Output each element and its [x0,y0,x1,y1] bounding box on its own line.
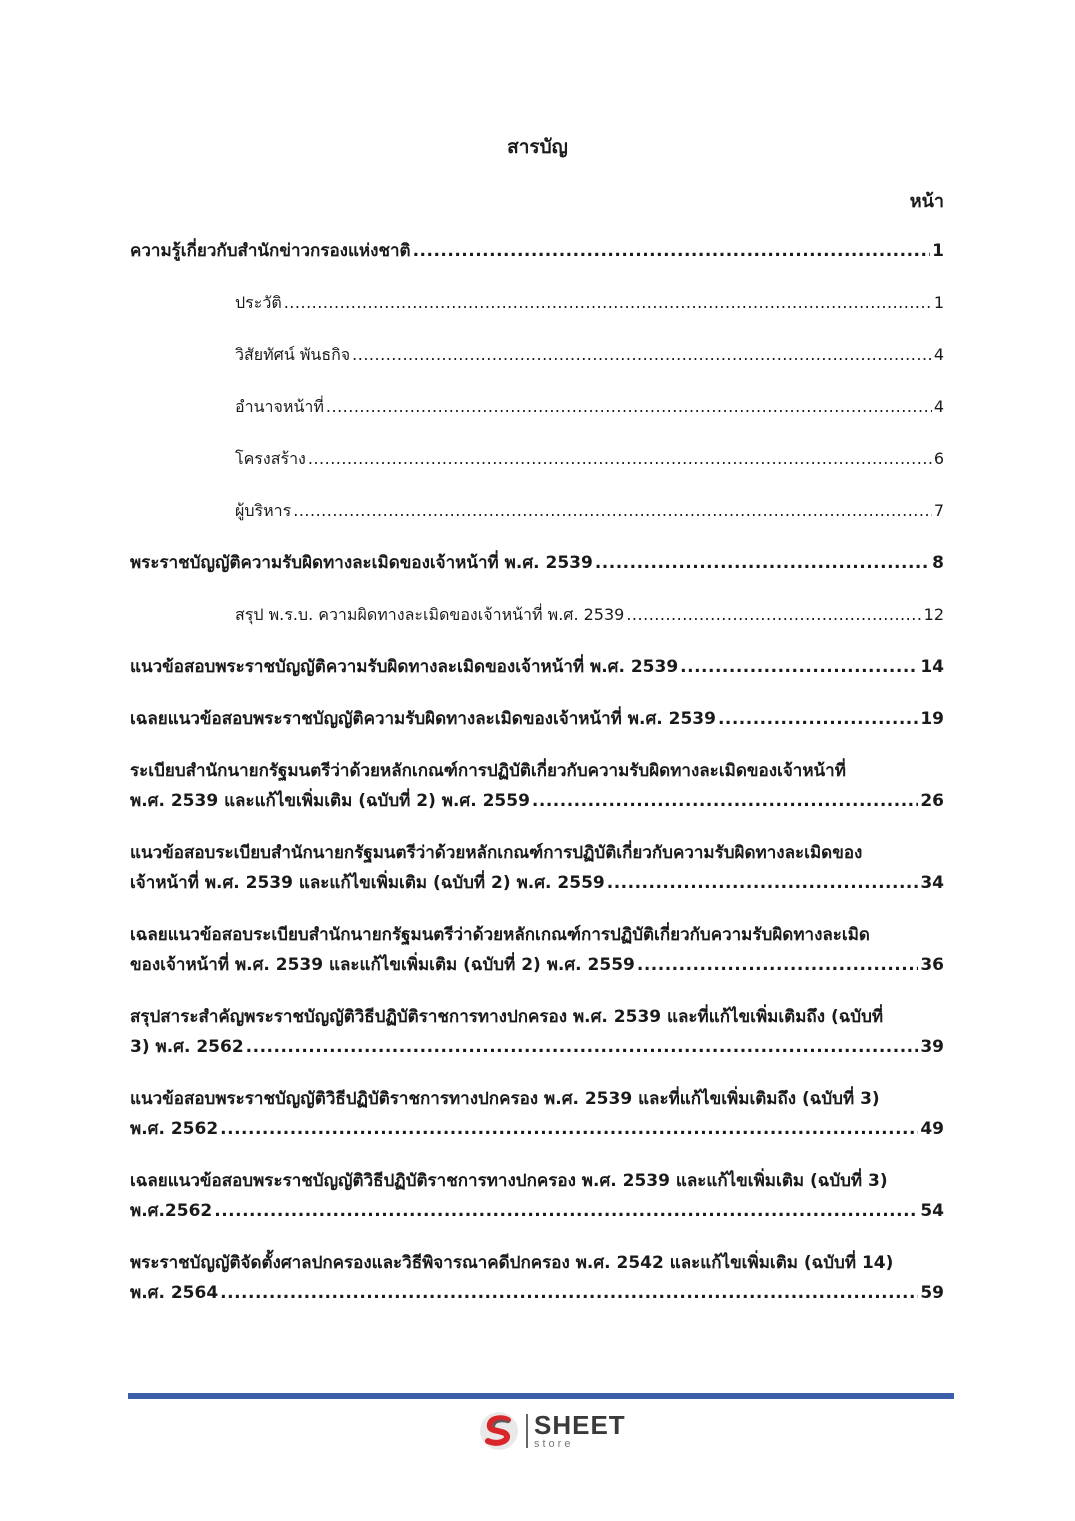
sheet-store-logo [478,1410,626,1452]
toc-page-number: 8 [932,553,944,573]
toc-entry-line [235,392,944,422]
toc-entry-line [235,496,944,526]
toc-subentry [130,288,944,318]
toc-entry-text: โครงสร้าง [235,449,306,468]
toc-entry-text: ระเบียบสำนักนายกรัฐมนตรีว่าด้วยหลักเกณฑ์การปฏิบัติเกี่ยวกับความรับผิดทางละเมิดของเจ้าหน้าที่ [130,761,846,781]
toc-subentry [130,392,944,422]
toc-page-number: 4 [933,345,944,364]
toc-entry-line [130,1278,944,1308]
toc-entry-line [130,236,944,266]
toc-entry-text: พ.ศ. 2539 และแก้ไขเพิ่มเติม (ฉบับที่ 2) พ.ศ. 2559 [130,791,530,811]
toc-subentry [130,444,944,474]
toc-entry-text: พ.ศ. 2562 [130,1119,219,1139]
sheet-store-logo-icon [478,1410,520,1452]
toc-entry-text: ประวัติ [235,293,282,312]
dot-leader [595,548,930,578]
toc-entry-text: วิสัยทัศน์ พันธกิจ [235,345,351,364]
toc-subentry [130,600,944,630]
toc-entry-line [130,704,944,734]
logo-word: SHEET [534,1410,626,1440]
dot-leader [413,236,931,266]
dot-leader [326,392,932,422]
table-of-contents [130,236,944,1330]
toc-entry-text: พ.ศ. 2564 [130,1283,219,1303]
dot-leader [532,786,918,816]
toc-entry-line [130,1114,944,1144]
toc-entry-line [130,868,944,898]
toc-page-number: 4 [933,397,944,416]
logo-text [534,1412,626,1450]
toc-entry-line [130,950,944,980]
toc-entry [130,920,944,980]
toc-page-number: 7 [933,501,944,520]
dot-leader [637,950,918,980]
toc-entry [130,1166,944,1226]
page-column-label: หน้า [909,191,944,212]
dot-leader [246,1032,919,1062]
toc-entry-text: พ.ศ.2562 [130,1201,213,1221]
dot-leader [293,496,932,526]
dot-leader [680,652,918,682]
toc-entry-line [130,652,944,682]
toc-entry [130,1002,944,1062]
toc-entry [130,652,944,682]
toc-title: สารบัญ [507,136,568,158]
toc-entry [130,756,944,816]
toc-entry-line [130,548,944,578]
toc-page-number: 36 [920,955,944,975]
dot-leader [308,444,932,474]
toc-entry-text: เจ้าหน้าที่ พ.ศ. 2539 และแก้ไขเพิ่มเติม (ฉบับที่ 2) พ.ศ. 2559 [130,873,605,893]
dot-leader [284,288,932,318]
toc-subentry [130,496,944,526]
toc-entry [130,548,944,578]
dot-leader [626,600,921,630]
toc-page-number: 39 [920,1037,944,1057]
toc-page-number: 14 [920,657,944,677]
toc-entry-text: สรุปสาระสำคัญพระราชบัญญัติวิธีปฏิบัติราชการทางปกครอง พ.ศ. 2539 และที่แก้ไขเพิ่มเติมถึง (ฉบับที่ [130,1007,884,1027]
toc-entry [130,1084,944,1144]
toc-entry-line [130,1032,944,1062]
dot-leader [607,868,919,898]
toc-page-number: 34 [920,873,944,893]
toc-entry-text: ผู้บริหาร [235,501,292,520]
toc-entry-line [130,786,944,816]
toc-entry-text: พระราชบัญญัติจัดตั้งศาลปกครองและวิธีพิจารณาคดีปกครอง พ.ศ. 2542 และแก้ไขเพิ่มเติม (ฉบับที่ 14) [130,1253,894,1273]
toc-entry-line [235,340,944,370]
dot-leader [352,340,932,370]
toc-page-number: 19 [920,709,944,729]
dot-leader [220,1114,918,1144]
dot-leader [214,1196,918,1226]
logo-separator [526,1414,528,1448]
toc-page-number: 12 [923,605,944,624]
toc-page-number: 26 [920,791,944,811]
toc-entry [130,704,944,734]
toc-entry-text: เฉลยแนวข้อสอบระเบียบสำนักนายกรัฐมนตรีว่าด้วยหลักเกณฑ์การปฏิบัติเกี่ยวกับความรับผิดทางละเมิด [130,925,870,945]
toc-entry-line [235,444,944,474]
toc-page-number: 1 [932,241,944,261]
toc-entry-text: แนวข้อสอบพระราชบัญญัติความรับผิดทางละเมิดของเจ้าหน้าที่ พ.ศ. 2539 [130,657,679,677]
toc-entry-text: อำนาจหน้าที่ [235,397,324,416]
toc-entry [130,1248,944,1308]
toc-entry-text: 3) พ.ศ. 2562 [130,1037,244,1057]
toc-page-number: 54 [920,1201,944,1221]
toc-entry-text: เฉลยแนวข้อสอบพระราชบัญญัติวิธีปฏิบัติราชการทางปกครอง พ.ศ. 2539 และแก้ไขเพิ่มเติม (ฉบับที่ 3) [130,1171,888,1191]
toc-entry-text: แนวข้อสอบระเบียบสำนักนายกรัฐมนตรีว่าด้วยหลักเกณฑ์การปฏิบัติเกี่ยวกับความรับผิดทางละเมิดของ [130,843,863,863]
toc-entry-line [235,600,944,630]
toc-entry-line [130,1196,944,1226]
footer-rule [128,1393,954,1399]
dot-leader [220,1278,918,1308]
dot-leader [718,704,918,734]
toc-entry [130,838,944,898]
logo-subword: store [534,1438,574,1450]
toc-entry-text: ของเจ้าหน้าที่ พ.ศ. 2539 และแก้ไขเพิ่มเติม (ฉบับที่ 2) พ.ศ. 2559 [130,955,635,975]
toc-page-number: 1 [933,293,944,312]
toc-entry-line [235,288,944,318]
toc-page-number: 59 [920,1283,944,1303]
toc-entry [130,236,944,266]
toc-entry-text: สรุป พ.ร.บ. ความผิดทางละเมิดของเจ้าหน้าที่ พ.ศ. 2539 [235,605,625,624]
toc-entry-text: แนวข้อสอบพระราชบัญญัติวิธีปฏิบัติราชการทางปกครอง พ.ศ. 2539 และที่แก้ไขเพิ่มเติมถึง (ฉบับที่ 3) [130,1089,880,1109]
toc-subentry [130,340,944,370]
toc-entry-text: พระราชบัญญัติความรับผิดทางละเมิดของเจ้าหน้าที่ พ.ศ. 2539 [130,553,593,573]
toc-entry-text: ความรู้เกี่ยวกับสำนักข่าวกรองแห่งชาติ [130,241,411,261]
toc-entry-text: เฉลยแนวข้อสอบพระราชบัญญัติความรับผิดทางละเมิดของเจ้าหน้าที่ พ.ศ. 2539 [130,709,716,729]
toc-page-number: 49 [920,1119,944,1139]
toc-page-number: 6 [933,449,944,468]
